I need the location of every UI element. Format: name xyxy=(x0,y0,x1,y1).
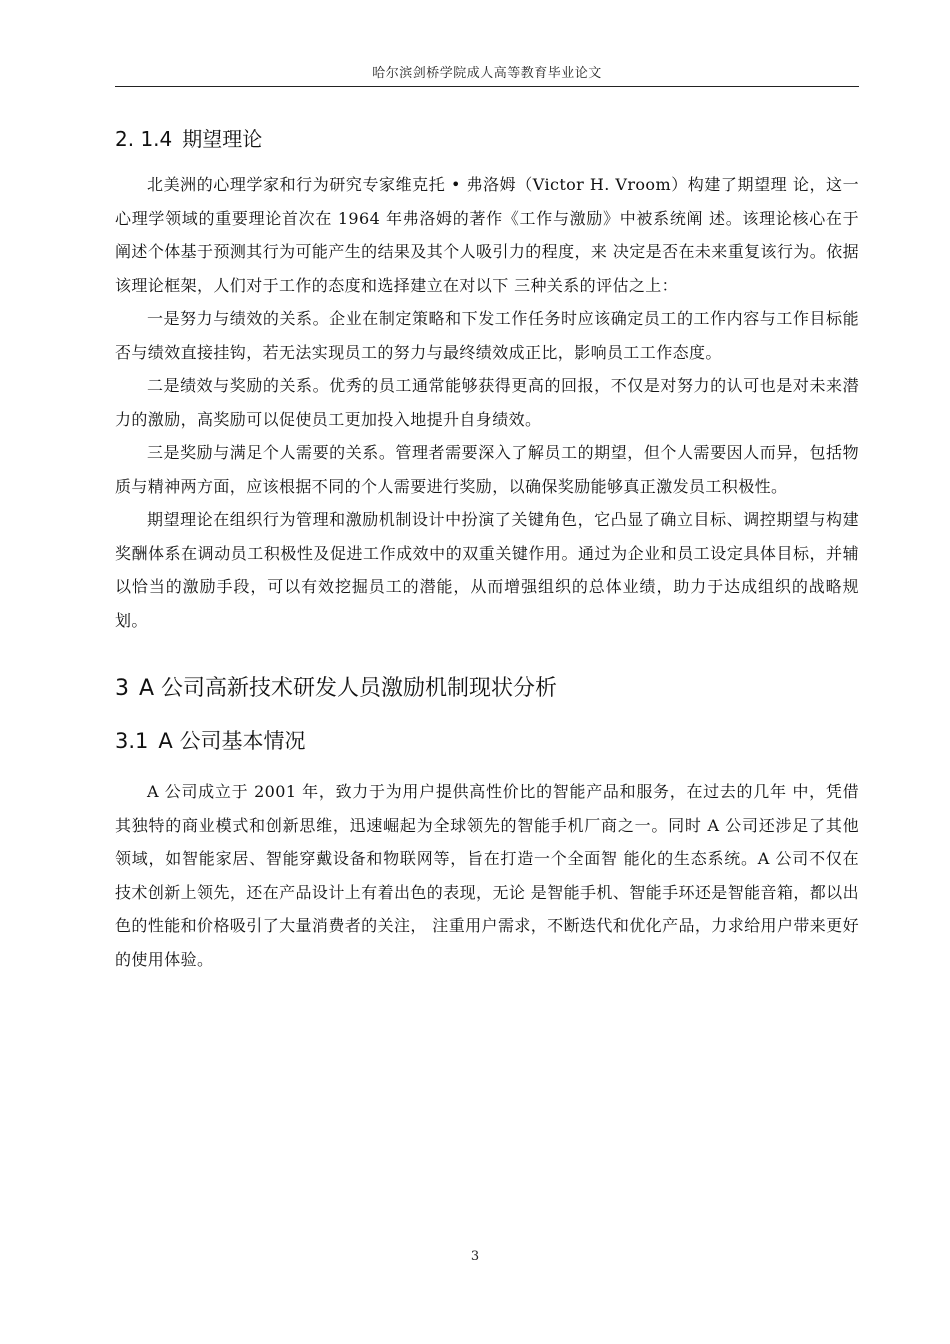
paragraph: 三是奖励与满足个人需要的关系。管理者需要深入了解员工的期望，但个人需要因人而异，包括物质与精神两方面，应该根据不同的个人需要进行奖励，以确保奖励能够真正激发员工积极性。 xyxy=(115,443,859,496)
paragraph: 一是努力与绩效的关系。企业在制定策略和下发工作任务时应该确定员工的工作内容与工作目标能否与绩效直接挂钩，若无法实现员工的努力与最终绩效成正比，影响员工工作态度。 xyxy=(115,309,859,362)
page-number: 3 xyxy=(470,1249,480,1264)
section-heading-3-1 xyxy=(115,725,859,757)
chapter-title: A 公司高新技术研发人员激励机制现状分析 xyxy=(139,676,558,701)
section-number: 3.1 xyxy=(115,729,149,753)
section-title: 期望理论 xyxy=(182,127,263,151)
paragraph: 北美洲的心理学家和行为研究专家维克托 • 弗洛姆（Victor H. Vroom）构建了期望理 论，这一心理学领域的重要理论首次在 1964 年弗洛姆的著作《工作与激励》中被系统阐 述。该理论核心在于阐述个体基于预测其行为可能产生的结果及其个人吸引力的程度，来 决定是否在未来重复该行为。依据该理论框架，人们对于工作的态度和选择建立在对以下 三种关系的评估之上： xyxy=(115,175,859,295)
section-title: A 公司基本情况 xyxy=(158,729,306,753)
chapter-number: 3 xyxy=(115,676,129,701)
running-header: 哈尔滨剑桥学院成人高等教育毕业论文 xyxy=(372,66,602,81)
paragraph: 期望理论在组织行为管理和激励机制设计中扮演了关键角色，它凸显了确立目标、调控期望与构建奖酬体系在调动员工积极性及促进工作成效中的双重关键作用。通过为企业和员工设定具体目标，并辅以恰当的激励手段，可以有效挖掘员工的潜能，从而增强组织的总体业绩，助力于达成组织的战略规划。 xyxy=(115,510,859,630)
header-divider xyxy=(115,86,859,87)
page-body xyxy=(115,124,859,976)
paragraph: 二是绩效与奖励的关系。优秀的员工通常能够获得更高的回报，不仅是对努力的认可也是对未来潜力的激励，高奖励可以促使员工更加投入地提升自身绩效。 xyxy=(115,376,859,429)
chapter-heading-3 xyxy=(115,673,859,705)
section-heading-2-1-4 xyxy=(115,124,859,154)
paragraph: A 公司成立于 2001 年，致力于为用户提供高性价比的智能产品和服务，在过去的几年 中，凭借其独特的商业模式和创新思维，迅速崛起为全球领先的智能手机厂商之一。同时 A 公司还涉足了其他领域，如智能家居、智能穿戴设备和物联网等，旨在打造一个全面智 能化的生态系统。A 公司不仅在技术创新上领先，还在产品设计上有着出色的表现，无论 是智能手机、智能手环还是智能音箱，都以出色的性能和价格吸引了大量消费者的关注， 注重用户需求，不断迭代和优化产品，力求给用户带来更好的使用体验。 xyxy=(115,782,859,969)
section-number: 2. 1.4 xyxy=(115,127,173,151)
